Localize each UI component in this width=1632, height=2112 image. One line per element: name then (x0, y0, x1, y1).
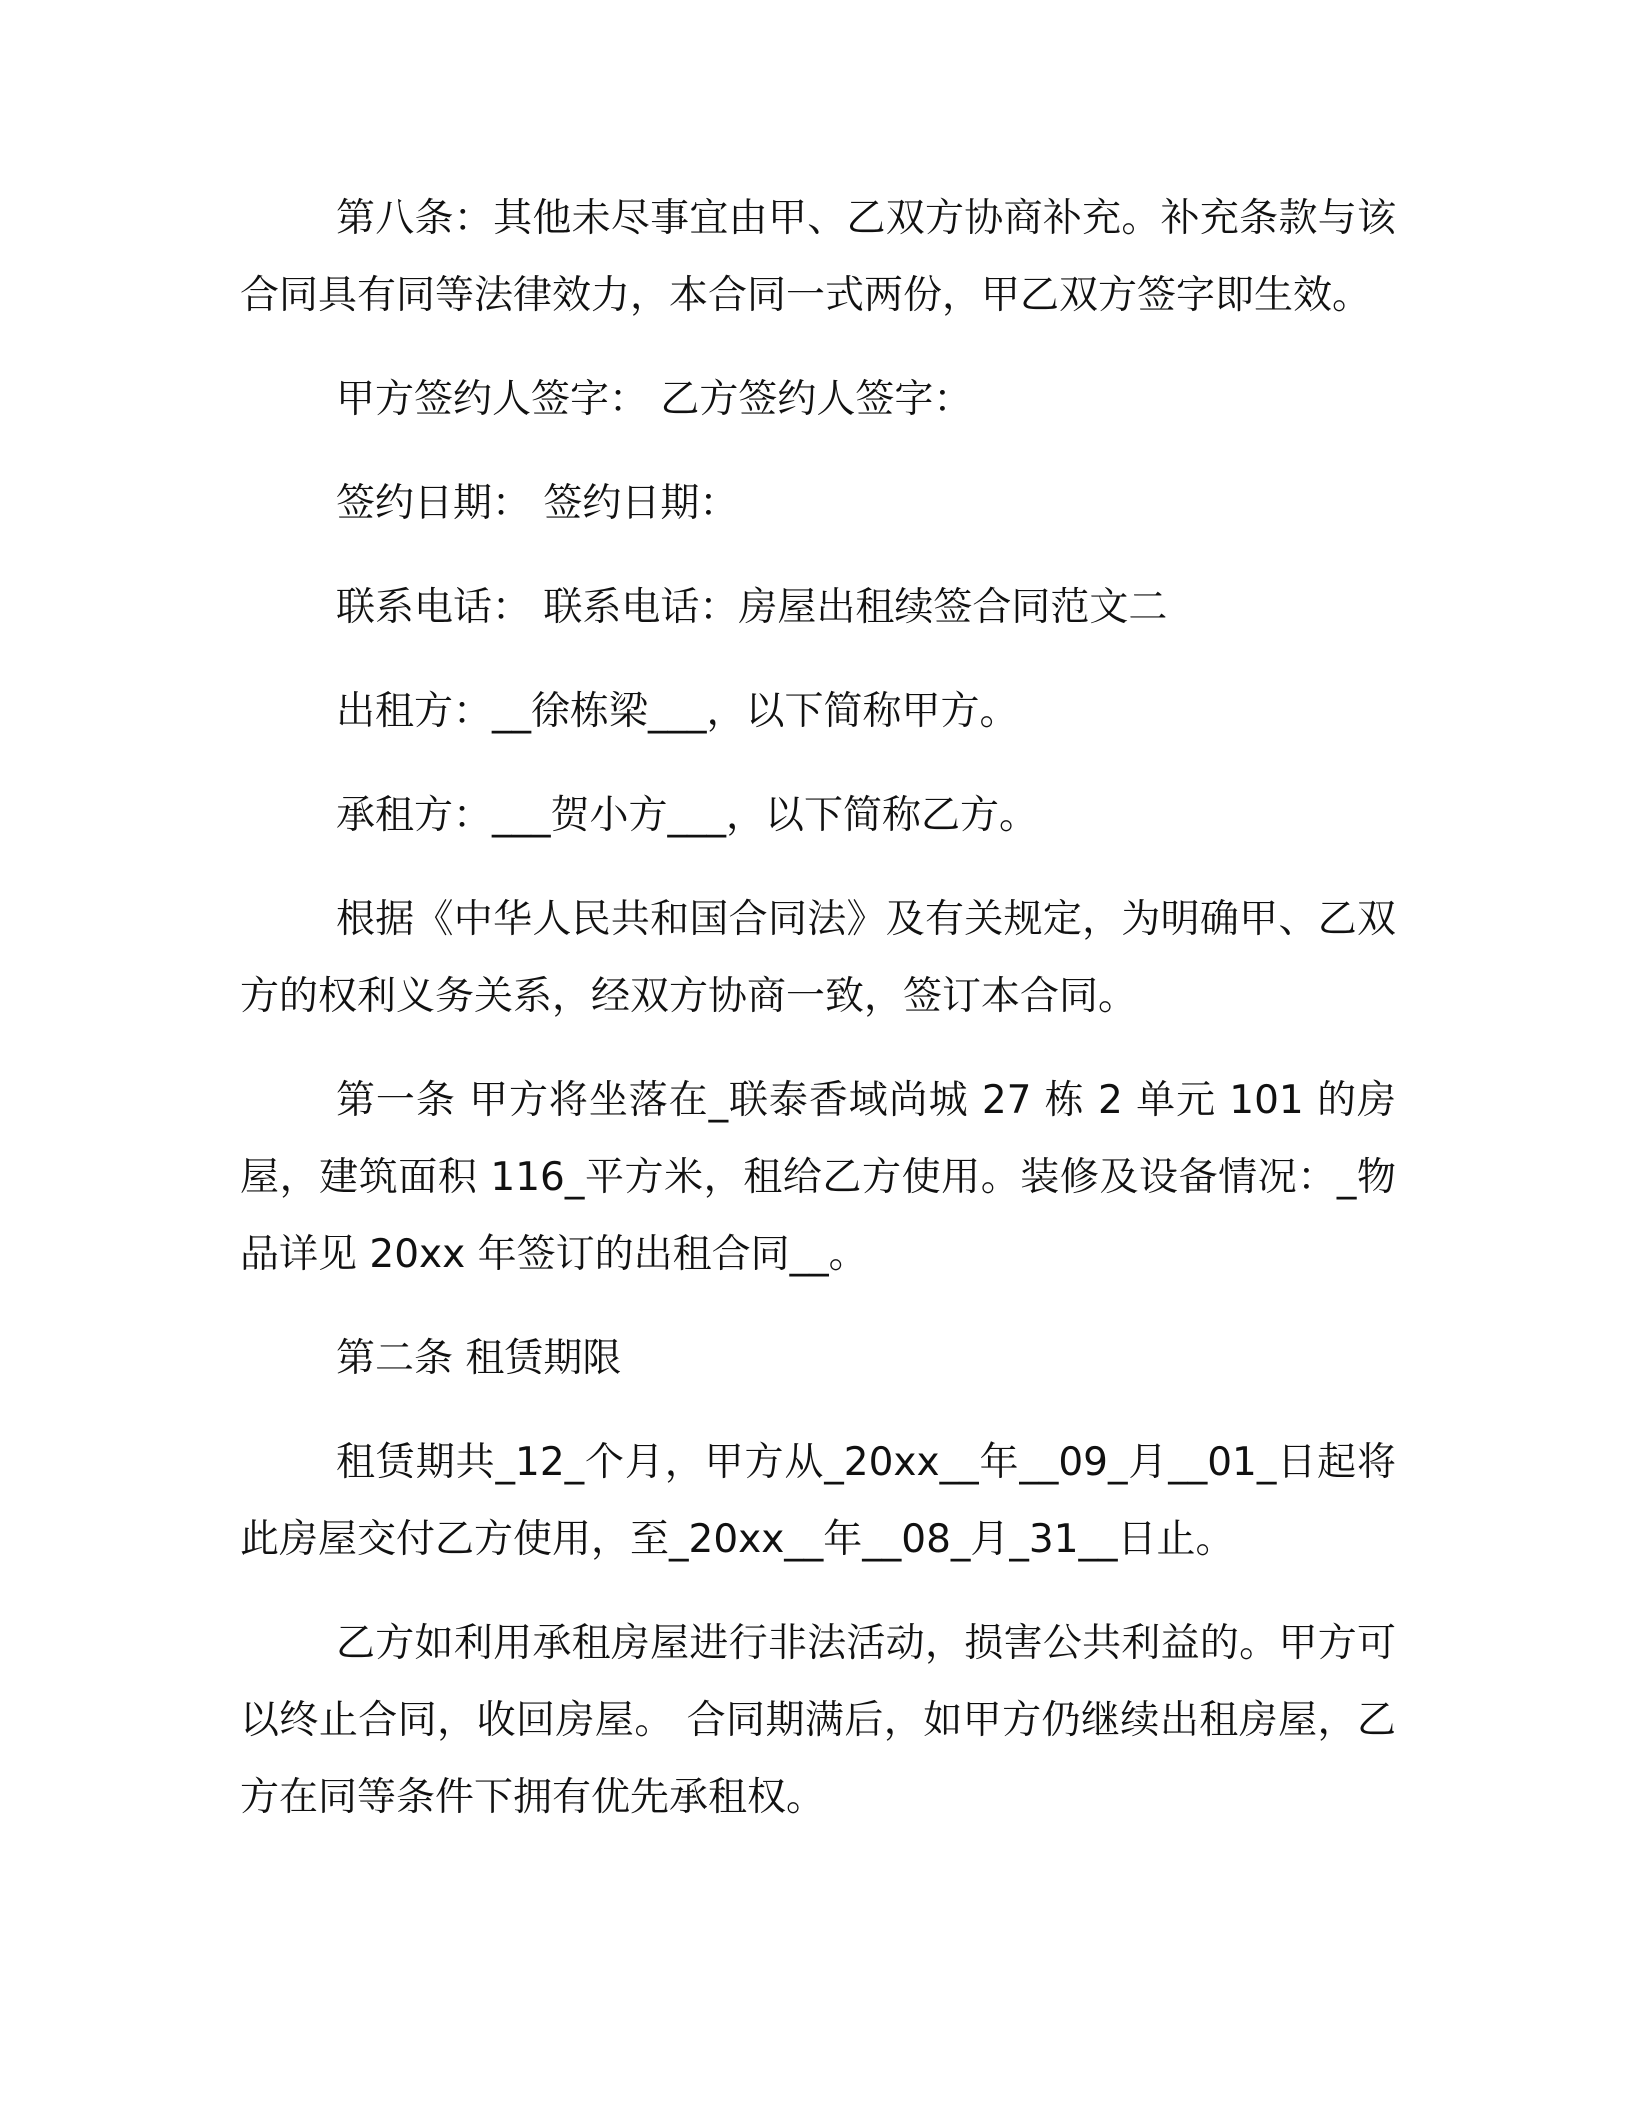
lessee-line: 承租方：___贺小方___，以下简称乙方。 (336, 793, 1039, 838)
termination-paragraph: 乙方如利用承租房屋进行非法活动，损害公共利益的。甲方可以终止合同，收回房屋。 合同期满后，如甲方仍继续出租房屋，乙方在同等条件下拥有优先承租权。 (240, 1621, 1396, 1820)
lessor-line: 出租方：__徐栋梁___，以下简称甲方。 (336, 689, 1019, 734)
lease-term-paragraph: 租赁期共_12_个月，甲方从_20xx__年__09_月__01_日起将此房屋交付乙方使用，至_20xx__年__08_月_31__日止。 (240, 1440, 1396, 1562)
signature-line: 甲方签约人签字： 乙方签约人签字： (336, 377, 973, 422)
preamble-paragraph: 根据《中华人民共和国合同法》及有关规定，为明确甲、乙双方的权利义务关系，经双方协商一致，签订本合同。 (240, 897, 1396, 1019)
article-1-paragraph: 第一条 甲方将坐落在_联泰香域尚城 27 栋 2 单元 101 的房屋，建筑面积 116_平方米，租给乙方使用。装修及设备情况：_物品详见 20xx 年签订的出租合同__。 (240, 1078, 1396, 1277)
signing-date-line: 签约日期： 签约日期： (336, 481, 739, 526)
document-body (240, 180, 1396, 1863)
contact-phone-line: 联系电话： 联系电话：房屋出租续签合同范文二 (336, 585, 1168, 630)
article-8-paragraph: 第八条：其他未尽事宜由甲、乙双方协商补充。补充条款与该合同具有同等法律效力，本合同一式两份，甲乙双方签字即生效。 (240, 196, 1396, 318)
article-2-heading: 第二条 租赁期限 (336, 1336, 622, 1381)
